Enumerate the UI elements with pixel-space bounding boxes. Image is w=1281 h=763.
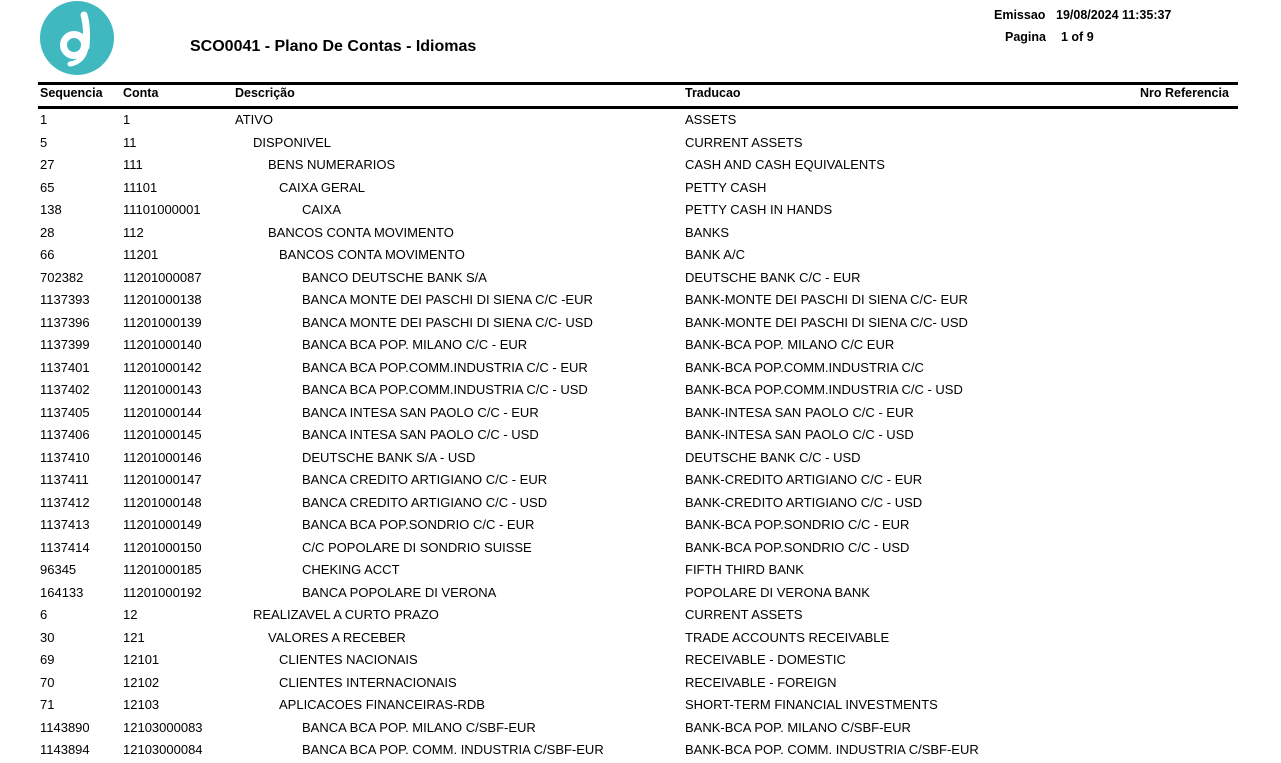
table-row — [0, 583, 1281, 606]
cell-traducao: BANK-CREDITO ARTIGIANO C/C - USD — [685, 494, 923, 510]
table-row — [0, 313, 1281, 336]
cell-descricao: BANCA INTESA SAN PAOLO C/C - USD — [302, 427, 539, 442]
cell-descricao: ATIVO — [235, 112, 274, 127]
table-row — [0, 470, 1281, 493]
table-row — [0, 403, 1281, 426]
header-top-rule — [38, 82, 1238, 85]
cell-descricao: BANCA BCA POP. COMM. INDUSTRIA C/SBF-EUR — [302, 742, 604, 757]
cell-descricao: BANCA MONTE DEI PASCHI DI SIENA C/C- USD — [302, 314, 593, 330]
cell-sequencia: 702382 — [40, 269, 84, 285]
cell-sequencia: 1143894 — [40, 742, 90, 757]
cell-sequencia: 1137414 — [40, 539, 90, 555]
cell-traducao: BANK-CREDITO ARTIGIANO C/C - EUR — [685, 472, 923, 487]
cell-traducao: BANK-BCA POP.COMM.INDUSTRIA C/C - USD — [685, 382, 963, 397]
cell-sequencia: 6 — [40, 607, 48, 622]
cell-sequencia: 27 — [40, 157, 55, 172]
cell-sequencia: 5 — [40, 134, 48, 150]
report-title: SCO0041 - Plano De Contas - Idiomas — [190, 38, 477, 55]
cell-conta: 11201000148 — [123, 494, 202, 510]
cell-conta: 11201000143 — [123, 382, 202, 397]
cell-conta: 12103000083 — [123, 719, 203, 735]
company-logo — [40, 1, 114, 75]
cell-sequencia: 1137406 — [40, 427, 90, 442]
table-row — [0, 718, 1281, 741]
column-header-conta: Conta — [123, 86, 159, 100]
cell-sequencia: 1137410 — [40, 449, 90, 465]
cell-sequencia: 1137405 — [40, 404, 90, 420]
table-header — [0, 86, 1281, 104]
cell-traducao: BANK-MONTE DEI PASCHI DI SIENA C/C- USD — [685, 314, 968, 330]
cell-conta: 11201000144 — [123, 404, 202, 420]
cell-traducao: DEUTSCHE BANK C/C - EUR — [685, 269, 861, 285]
cell-conta: 112 — [123, 224, 144, 240]
table-row — [0, 605, 1281, 628]
cell-traducao: FIFTH THIRD BANK — [685, 562, 804, 577]
cell-sequencia: 1137401 — [40, 359, 90, 375]
cell-conta: 11101000001 — [123, 202, 201, 217]
table-row — [0, 223, 1281, 246]
cell-conta: 11201000087 — [123, 269, 202, 285]
cell-descricao: VALORES A RECEBER — [268, 629, 406, 645]
cell-sequencia: 1137399 — [40, 337, 90, 352]
table-row — [0, 133, 1281, 156]
cell-descricao: BANCOS CONTA MOVIMENTO — [268, 224, 454, 240]
table-row — [0, 493, 1281, 516]
cell-sequencia: 96345 — [40, 562, 77, 577]
cell-sequencia: 1137393 — [40, 292, 90, 307]
cell-conta: 11201000139 — [123, 314, 202, 330]
table-row — [0, 695, 1281, 718]
cell-descricao: DEUTSCHE BANK S/A - USD — [302, 449, 476, 465]
cell-sequencia: 70 — [40, 674, 55, 690]
cell-traducao: SHORT-TERM FINANCIAL INVESTMENTS — [685, 697, 938, 712]
cell-traducao: BANK-MONTE DEI PASCHI DI SIENA C/C- EUR — [685, 292, 968, 307]
cell-conta: 11201000142 — [123, 359, 202, 375]
table-row — [0, 560, 1281, 583]
table-row — [0, 538, 1281, 561]
cell-conta: 11201000149 — [123, 517, 202, 532]
table-row — [0, 155, 1281, 178]
cell-traducao: BANK-BCA POP. MILANO C/C EUR — [685, 337, 895, 352]
cell-conta: 11201000150 — [123, 539, 202, 555]
cell-sequencia: 66 — [40, 247, 55, 262]
table-row — [0, 740, 1281, 763]
cell-sequencia: 1137412 — [40, 494, 90, 510]
cell-traducao: PETTY CASH IN HANDS — [685, 202, 833, 217]
cell-traducao: RECEIVABLE - FOREIGN — [685, 674, 837, 690]
table-row — [0, 448, 1281, 471]
cell-sequencia: 65 — [40, 179, 55, 195]
table-row — [0, 335, 1281, 358]
accounts-table-body — [0, 110, 1281, 763]
cell-conta: 11201000146 — [123, 449, 202, 465]
cell-descricao: BANCA CREDITO ARTIGIANO C/C - EUR — [302, 472, 548, 487]
cell-traducao: BANK-BCA POP.SONDRIO C/C - EUR — [685, 517, 910, 532]
cell-sequencia: 28 — [40, 224, 55, 240]
cell-conta: 11201 — [123, 247, 159, 262]
cell-traducao: BANK-BCA POP. COMM. INDUSTRIA C/SBF-EUR — [685, 742, 979, 757]
cell-descricao: BANCOS CONTA MOVIMENTO — [279, 247, 465, 262]
table-row — [0, 515, 1281, 538]
cell-traducao: CASH AND CASH EQUIVALENTS — [685, 157, 885, 172]
cell-traducao: BANK-INTESA SAN PAOLO C/C - EUR — [685, 404, 914, 420]
cell-traducao: BANK-BCA POP. MILANO C/SBF-EUR — [685, 719, 911, 735]
cell-descricao: BANCA MONTE DEI PASCHI DI SIENA C/C -EUR — [302, 292, 593, 307]
cell-descricao: APLICACOES FINANCEIRAS-RDB — [279, 697, 485, 712]
pagina-label: Pagina — [1005, 30, 1046, 44]
cell-descricao: BANCA BCA POP.SONDRIO C/C - EUR — [302, 517, 535, 532]
pagina-value: 1 of 9 — [1061, 30, 1094, 44]
cell-sequencia: 1137413 — [40, 517, 90, 532]
cell-conta: 11101 — [123, 179, 158, 195]
cell-conta: 121 — [123, 629, 145, 645]
emissao-value: 19/08/2024 11:35:37 — [1056, 8, 1172, 22]
cell-conta: 12103 — [123, 697, 160, 712]
table-row — [0, 358, 1281, 381]
cell-traducao: BANK-BCA POP.SONDRIO C/C - USD — [685, 539, 910, 555]
cell-traducao: RECEIVABLE - DOMESTIC — [685, 652, 846, 667]
cell-descricao: CLIENTES NACIONAIS — [279, 652, 418, 667]
cell-traducao: BANK-BCA POP.COMM.INDUSTRIA C/C — [685, 359, 924, 375]
cell-sequencia: 138 — [40, 202, 62, 217]
cell-sequencia: 1137402 — [40, 382, 90, 397]
cell-sequencia: 71 — [40, 697, 55, 712]
table-row — [0, 178, 1281, 201]
cell-sequencia: 30 — [40, 629, 55, 645]
cell-traducao: ASSETS — [685, 112, 737, 127]
cell-descricao: BANCO DEUTSCHE BANK S/A — [302, 269, 487, 285]
cell-sequencia: 1137396 — [40, 314, 90, 330]
cell-traducao: BANK A/C — [685, 247, 745, 262]
cell-descricao: BANCA CREDITO ARTIGIANO C/C - USD — [302, 494, 548, 510]
cell-descricao: CAIXA GERAL — [279, 179, 365, 195]
cell-conta: 111 — [123, 157, 143, 172]
table-row — [0, 200, 1281, 223]
cell-sequencia: 164133 — [40, 584, 84, 600]
cell-conta: 11201000192 — [123, 584, 202, 600]
table-row — [0, 110, 1281, 133]
cell-conta: 11201000147 — [123, 472, 202, 487]
column-header-traducao: Traducao — [685, 86, 741, 100]
cell-traducao: BANK-INTESA SAN PAOLO C/C - USD — [685, 427, 914, 442]
table-row — [0, 628, 1281, 651]
cell-descricao: BANCA INTESA SAN PAOLO C/C - EUR — [302, 404, 539, 420]
cell-traducao: BANKS — [685, 224, 730, 240]
cell-conta: 11201000185 — [123, 562, 202, 577]
cell-descricao: BENS NUMERARIOS — [268, 157, 396, 172]
cell-descricao: CAIXA — [302, 202, 342, 217]
cell-sequencia: 1 — [40, 112, 48, 127]
cell-sequencia: 1143890 — [40, 719, 90, 735]
emissao-label: Emissao — [994, 8, 1046, 22]
cell-conta: 12101 — [123, 652, 160, 667]
cell-conta: 12102 — [123, 674, 160, 690]
cell-descricao: CHEKING ACCT — [302, 562, 400, 577]
table-row — [0, 425, 1281, 448]
table-row — [0, 245, 1281, 268]
cell-conta: 1 — [123, 112, 131, 127]
table-row — [0, 290, 1281, 313]
cell-conta: 11201000145 — [123, 427, 202, 442]
cell-sequencia: 1137411 — [40, 472, 89, 487]
cell-traducao: POPOLARE DI VERONA BANK — [685, 584, 870, 600]
cell-traducao: PETTY CASH — [685, 179, 767, 195]
table-row — [0, 673, 1281, 696]
column-header-sequencia: Sequencia — [40, 86, 103, 100]
cell-descricao: BANCA BCA POP. MILANO C/C - EUR — [302, 337, 528, 352]
cell-conta: 11201000140 — [123, 337, 202, 352]
cell-sequencia: 69 — [40, 652, 55, 667]
table-row — [0, 380, 1281, 403]
cell-descricao: BANCA BCA POP. MILANO C/SBF-EUR — [302, 719, 536, 735]
column-header-nro-referencia: Nro Referencia — [1140, 86, 1229, 100]
cell-descricao: C/C POPOLARE DI SONDRIO SUISSE — [302, 539, 532, 555]
column-header-descricao: Descrição — [235, 86, 295, 100]
cell-traducao: DEUTSCHE BANK C/C - USD — [685, 449, 861, 465]
cell-traducao: CURRENT ASSETS — [685, 607, 803, 622]
cell-descricao: BANCA POPOLARE DI VERONA — [302, 584, 497, 600]
header-bottom-rule — [38, 106, 1238, 109]
cell-conta: 12 — [123, 607, 138, 622]
cell-conta: 11 — [123, 134, 137, 150]
table-row — [0, 650, 1281, 673]
cell-descricao: REALIZAVEL A CURTO PRAZO — [253, 607, 439, 622]
cell-traducao: TRADE ACCOUNTS RECEIVABLE — [685, 629, 890, 645]
cell-descricao: DISPONIVEL — [253, 134, 332, 150]
cell-descricao: BANCA BCA POP.COMM.INDUSTRIA C/C - EUR — [302, 359, 588, 375]
cell-descricao: BANCA BCA POP.COMM.INDUSTRIA C/C - USD — [302, 382, 588, 397]
table-row — [0, 268, 1281, 291]
cell-traducao: CURRENT ASSETS — [685, 134, 803, 150]
cell-descricao: CLIENTES INTERNACIONAIS — [279, 674, 457, 690]
cell-conta: 11201000138 — [123, 292, 202, 307]
cell-conta: 12103000084 — [123, 742, 203, 757]
